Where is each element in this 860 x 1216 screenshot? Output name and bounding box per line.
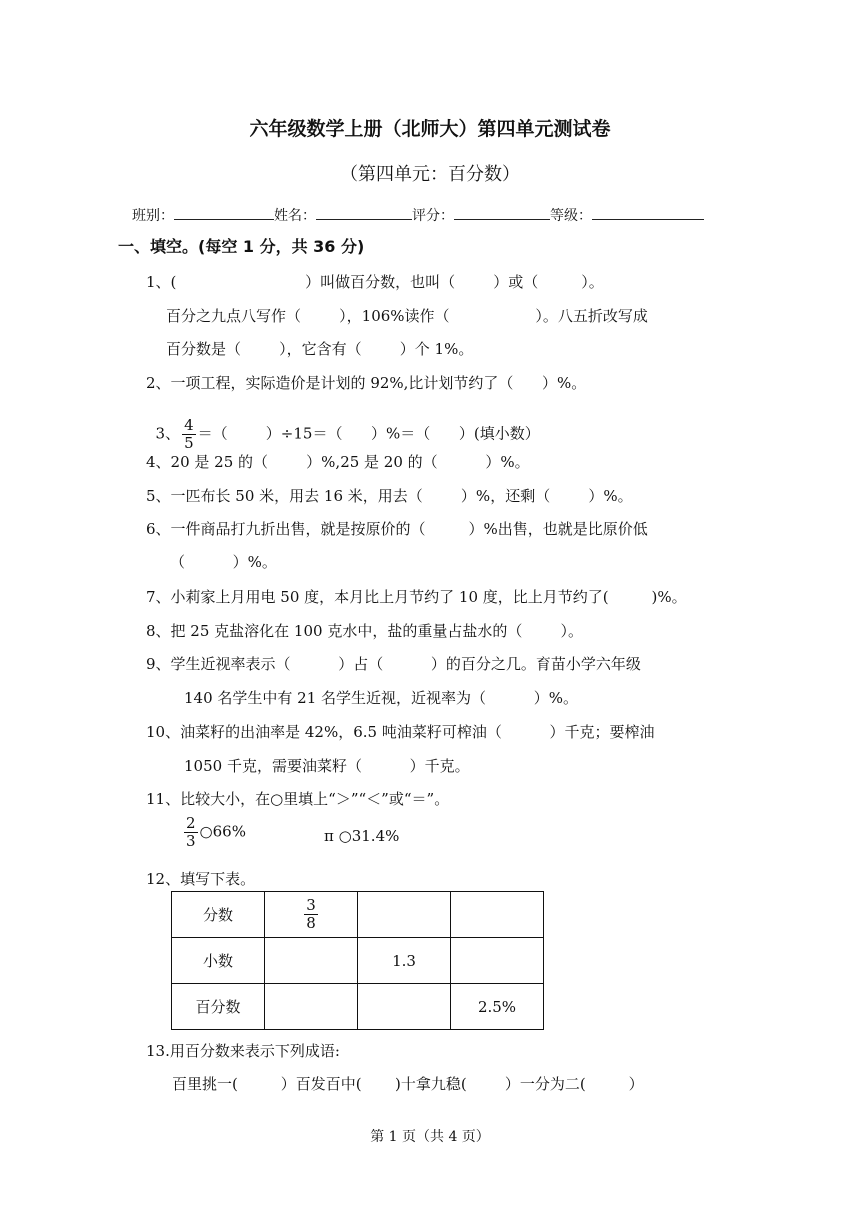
table-cell-percent-value: 2.5% bbox=[451, 984, 544, 1030]
table-cell-blank[interactable] bbox=[265, 984, 358, 1030]
q6-line1: 6、一件商品打九折出售，就是按原价的（ ）%出售，也就是比原价低 bbox=[146, 520, 648, 538]
section-heading: 一、填空。(每空 1 分，共 36 分) bbox=[118, 237, 365, 256]
class-blank[interactable] bbox=[174, 205, 274, 220]
q2: 2、一项工程，实际造价是计划的 92%,比计划节约了（ ）%。 bbox=[146, 374, 587, 392]
table-fraction-numerator: 3 bbox=[306, 896, 316, 914]
q12-text: 12、填写下表。 bbox=[146, 870, 256, 888]
table-cell-blank[interactable] bbox=[451, 892, 544, 938]
table-cell-blank[interactable] bbox=[358, 984, 451, 1030]
table-label-fraction: 分数 bbox=[172, 892, 265, 938]
table-cell-fraction-value bbox=[265, 892, 358, 938]
score-label: 评分： bbox=[412, 208, 454, 224]
table-row-decimal bbox=[172, 938, 544, 984]
q3-fraction-numerator: 4 bbox=[184, 416, 194, 434]
q11-fraction-denominator: 3 bbox=[186, 832, 196, 850]
student-info-row bbox=[132, 205, 704, 225]
table-row-fraction bbox=[172, 892, 544, 938]
q11-item2: π ○31.4% bbox=[324, 827, 400, 845]
q7: 7、小莉家上月用电 50 度，本月比上月节约了 10 度，比上月节约了( )%。 bbox=[146, 588, 687, 606]
q6-line2: （ ）%。 bbox=[170, 553, 277, 571]
q3 bbox=[146, 399, 540, 452]
page-title: 六年级数学上册（北师大）第四单元测试卷 bbox=[249, 118, 611, 140]
q1-line1: 1、( ）叫做百分数，也叫（ ）或（ ）。 bbox=[146, 273, 604, 291]
q13-text: 13.用百分数来表示下列成语: bbox=[146, 1042, 340, 1060]
page-footer: 第 1 页（共 4 页） bbox=[370, 1129, 490, 1145]
table-cell-blank[interactable] bbox=[265, 938, 358, 984]
table-cell-decimal-value: 1.3 bbox=[358, 938, 451, 984]
grade-label: 等级： bbox=[550, 208, 592, 224]
page-subtitle: （第四单元：百分数） bbox=[340, 164, 520, 185]
q3-fraction bbox=[182, 417, 196, 452]
table-cell-blank[interactable] bbox=[451, 938, 544, 984]
class-label: 班别： bbox=[132, 208, 174, 224]
q10-line2: 1050 千克，需要油菜籽（ ）千克。 bbox=[184, 757, 470, 775]
table-fraction bbox=[304, 897, 318, 932]
score-blank[interactable] bbox=[454, 205, 550, 220]
q11-fraction bbox=[184, 815, 198, 850]
q8: 8、把 25 克盐溶化在 100 克水中，盐的重量占盐水的（ ）。 bbox=[146, 622, 583, 640]
table-label-decimal: 小数 bbox=[172, 938, 265, 984]
q4: 4、20 是 25 的（ ）%,25 是 20 的（ ）%。 bbox=[146, 453, 530, 471]
q11-item1 bbox=[182, 815, 246, 850]
name-label: 姓名： bbox=[274, 208, 316, 224]
q1-line2: 百分之九点八写作（ ），106%读作（ ）。八五折改写成 bbox=[166, 307, 648, 325]
q5: 5、一匹布长 50 米，用去 16 米，用去（ ）%，还剩（ ）%。 bbox=[146, 487, 633, 505]
conversion-table bbox=[171, 891, 544, 1030]
q10-line1: 10、油菜籽的出油率是 42%，6.5 吨油菜籽可榨油（ ）千克；要榨油 bbox=[146, 723, 655, 741]
q9-line2: 140 名学生中有 21 名学生近视，近视率为（ ）%。 bbox=[184, 689, 578, 707]
name-blank[interactable] bbox=[316, 205, 412, 220]
q13-items: 百里挑一( ）百发百中( )十拿九稳( ）一分为二( ） bbox=[172, 1075, 644, 1093]
grade-blank[interactable] bbox=[592, 205, 704, 220]
table-label-percent: 百分数 bbox=[172, 984, 265, 1030]
table-cell-blank[interactable] bbox=[358, 892, 451, 938]
q9-line1: 9、学生近视率表示（ ）占（ ）的百分之几。育苗小学六年级 bbox=[146, 655, 641, 673]
q1-line3: 百分数是（ ），它含有（ ）个 1%。 bbox=[166, 340, 474, 358]
q3-rest: ＝（ ）÷15＝（ ）%＝（ ）(填小数） bbox=[197, 424, 540, 443]
q11-fraction-numerator: 2 bbox=[186, 814, 196, 832]
q3-fraction-denominator: 5 bbox=[184, 434, 194, 452]
q11-item1-rest: ○66% bbox=[199, 822, 246, 841]
table-fraction-denominator: 8 bbox=[306, 914, 316, 932]
table-row-percent bbox=[172, 984, 544, 1030]
q11-text: 11、比较大小，在○里填上“＞”“＜”或“＝”。 bbox=[146, 790, 450, 808]
q3-prefix: 3、 bbox=[155, 424, 181, 443]
